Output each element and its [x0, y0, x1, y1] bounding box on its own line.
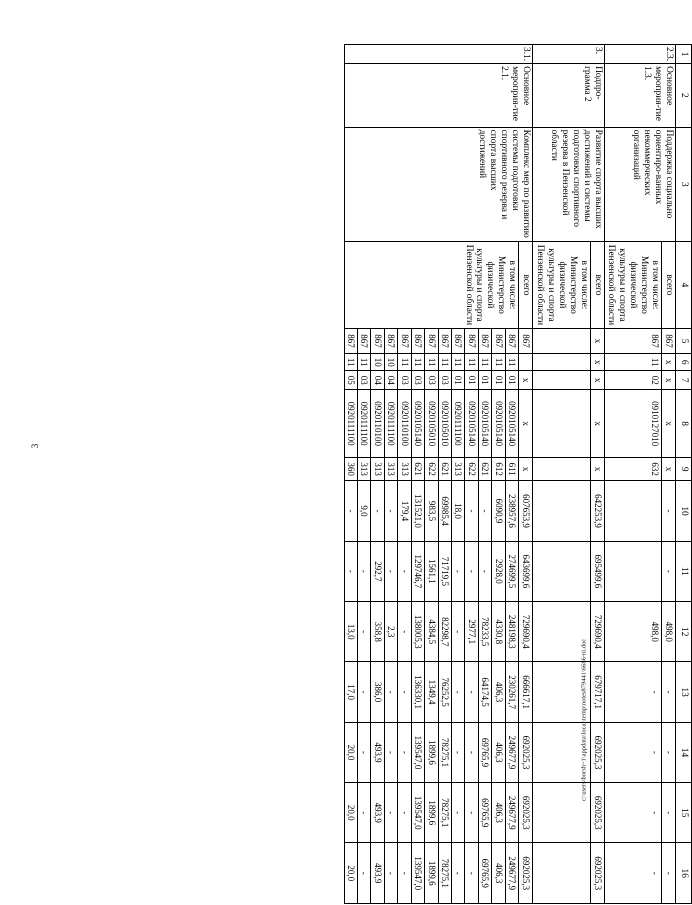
table-cell: 666617,1 — [519, 662, 533, 722]
table-cell — [533, 722, 591, 782]
table-cell: 01 — [465, 371, 478, 390]
table-cell: - — [371, 481, 384, 541]
column-number: 16 — [676, 843, 692, 904]
table-cell: всего — [519, 242, 533, 329]
table-cell: - — [478, 481, 491, 541]
table-cell: - — [384, 843, 397, 904]
table-cell: Комплекс мер по развитию системы подготовки спортивного резерва и спорта высших достижений — [344, 127, 533, 241]
table-cell: 69765,9 — [478, 843, 491, 904]
table-cell: - — [357, 662, 370, 722]
table-cell: 867 — [425, 328, 438, 353]
table-cell: 692025,3 — [519, 722, 533, 782]
table-cell: 493,9 — [371, 843, 384, 904]
table-cell: 78275,1 — [438, 843, 451, 904]
table-cell: 867 — [505, 328, 518, 353]
table-cell: 71719,5 — [438, 541, 451, 601]
budget-table-sheet — [160, 44, 692, 904]
table-cell: 0910127010 — [604, 390, 662, 458]
table-cell: 64174,5 — [478, 662, 491, 722]
table-cell: 867 — [371, 328, 384, 353]
table-cell: 867 — [398, 328, 411, 353]
table-cell: 248198,3 — [505, 602, 518, 662]
table-cell: 0920105010 — [425, 390, 438, 458]
table-cell: - — [357, 541, 370, 601]
column-number: 15 — [676, 783, 692, 843]
table-cell: 867 — [384, 328, 397, 353]
table-cell: 313 — [452, 458, 465, 481]
table-cell: 03 — [357, 371, 370, 390]
table-cell: 622 — [425, 458, 438, 481]
table-cell: 0920105140 — [411, 390, 424, 458]
table-cell: - — [344, 481, 357, 541]
table-cell: 1899,6 — [425, 843, 438, 904]
table-cell: 01 — [478, 371, 491, 390]
table-row — [519, 45, 533, 904]
table-cell: Основное мероприя-тие 2.1. — [344, 64, 533, 128]
table-cell: 139547,0 — [411, 722, 424, 782]
table-cell: - — [662, 783, 676, 843]
table-cell: 983,5 — [425, 481, 438, 541]
table-cell: 386,0 — [371, 662, 384, 722]
table-cell: - — [384, 481, 397, 541]
table-cell: Поддержка социально ориентиро-ванных некоммерческих организаций — [604, 127, 675, 241]
table-cell: - — [398, 783, 411, 843]
table-cell: - — [384, 722, 397, 782]
table-cell: 9,0 — [357, 481, 370, 541]
table-cell — [533, 458, 591, 481]
table-cell: - — [465, 481, 478, 541]
table-cell: 131521,0 — [411, 481, 424, 541]
table-cell: - — [357, 843, 370, 904]
table-cell: 729690,4 — [590, 602, 604, 662]
table-cell: х — [590, 458, 604, 481]
table-cell: 729690,4 — [519, 602, 533, 662]
column-number: 1 — [676, 45, 692, 64]
table-cell: - — [398, 602, 411, 662]
table-cell: 0920111100 — [452, 390, 465, 458]
table-cell: 867 — [452, 328, 465, 353]
column-number: 3 — [676, 127, 692, 241]
table-cell: 10 — [371, 354, 384, 371]
table-cell: 313 — [357, 458, 370, 481]
table-cell: х — [519, 390, 533, 458]
table-cell: 622 — [465, 458, 478, 481]
table-cell: 0920111100 — [357, 390, 370, 458]
table-cell: 04 — [371, 371, 384, 390]
table-cell: 2.3. — [604, 45, 675, 64]
table-cell: 03 — [411, 371, 424, 390]
table-cell: 69985,4 — [438, 481, 451, 541]
table-cell: 03 — [425, 371, 438, 390]
table-cell: 76252,5 — [438, 662, 451, 722]
table-cell: 692025,3 — [519, 783, 533, 843]
table-cell: 313 — [371, 458, 384, 481]
table-cell: 129746,7 — [411, 541, 424, 601]
table-cell: - — [604, 783, 662, 843]
table-cell: - — [384, 783, 397, 843]
table-cell: 493,9 — [371, 722, 384, 782]
table-cell: х — [590, 390, 604, 458]
table-cell: 360 — [344, 458, 357, 481]
table-cell: - — [662, 722, 676, 782]
table-cell: 20,0 — [344, 722, 357, 782]
table-row — [662, 45, 676, 904]
table-cell: 238957,6 — [505, 481, 518, 541]
table-cell: 1899,6 — [425, 783, 438, 843]
table-cell: Развитие спорта высших достижений и системы подготовки спортивного резерва в Пензенской области — [533, 127, 604, 241]
table-cell: 0920105140 — [465, 390, 478, 458]
table-cell: - — [662, 541, 676, 601]
column-number-row — [676, 45, 692, 904]
table-cell: 313 — [398, 458, 411, 481]
table-cell: 0920105140 — [478, 390, 491, 458]
table-cell: 0920105140 — [505, 390, 518, 458]
table-cell: - — [604, 843, 662, 904]
table-cell: - — [604, 662, 662, 722]
table-cell — [604, 481, 662, 541]
table-cell: - — [357, 602, 370, 662]
table-cell: 493,9 — [371, 783, 384, 843]
table-cell: 867 — [438, 328, 451, 353]
table-cell: 867 — [662, 328, 676, 353]
table-cell: 692025,3 — [590, 722, 604, 782]
table-cell: 406,3 — [492, 662, 505, 722]
table-cell: 692025,3 — [590, 843, 604, 904]
table-cell: 69765,9 — [478, 783, 491, 843]
table-cell: - — [398, 541, 411, 601]
table-cell: 695499,6 — [590, 541, 604, 601]
table-cell: 0920105140 — [492, 390, 505, 458]
table-cell: 249677,9 — [505, 722, 518, 782]
table-cell: 3.1. — [344, 45, 533, 64]
table-cell: 692025,3 — [519, 843, 533, 904]
column-number: 7 — [676, 371, 692, 390]
column-number: 13 — [676, 662, 692, 722]
table-cell: 11 — [604, 354, 662, 371]
table-cell: х — [662, 371, 676, 390]
table-cell: всего — [662, 242, 676, 329]
table-cell: 621 — [411, 458, 424, 481]
table-cell: 04 — [384, 371, 397, 390]
table-cell: 292,7 — [371, 541, 384, 601]
table-cell: 621 — [438, 458, 451, 481]
table-cell: - — [604, 722, 662, 782]
table-cell: 11 — [438, 354, 451, 371]
column-number: 2 — [676, 64, 692, 128]
table-cell: 17,0 — [344, 662, 357, 722]
table-cell: 2977,1 — [465, 602, 478, 662]
column-number: 6 — [676, 354, 692, 371]
table-cell — [604, 541, 662, 601]
table-cell: 05 — [344, 371, 357, 390]
table-cell: - — [452, 843, 465, 904]
table-cell: 11 — [411, 354, 424, 371]
table-cell: 69765,9 — [478, 722, 491, 782]
table-cell: 20,0 — [344, 783, 357, 843]
table-cell: - — [465, 662, 478, 722]
table-cell: 612 — [492, 458, 505, 481]
table-cell — [533, 481, 591, 541]
table-cell: - — [357, 783, 370, 843]
table-cell: 313 — [384, 458, 397, 481]
table-cell: 11 — [492, 354, 505, 371]
table-cell: 10 — [384, 354, 397, 371]
table-cell: 1561,1 — [425, 541, 438, 601]
table-cell: в том числе: Министерство физической культуры и спорта Пензенской области — [604, 242, 662, 329]
table-body — [344, 45, 675, 904]
table-cell: 11 — [398, 354, 411, 371]
table-cell: - — [465, 843, 478, 904]
table-cell: 03 — [398, 371, 411, 390]
table-cell: 2,3 — [384, 602, 397, 662]
table-cell: - — [452, 722, 465, 782]
table-cell: 0920110100 — [371, 390, 384, 458]
table-cell: 642253,9 — [590, 481, 604, 541]
table-cell: Основное мероприя-тие 1.3. — [604, 64, 675, 128]
table-cell: - — [398, 662, 411, 722]
table-cell: 867 — [478, 328, 491, 353]
table-cell — [519, 354, 533, 371]
table-cell: 498,0 — [604, 602, 662, 662]
table-cell: - — [452, 602, 465, 662]
column-number: 10 — [676, 481, 692, 541]
table-cell — [533, 354, 591, 371]
column-number: 4 — [676, 242, 692, 329]
table-cell: 1349,4 — [425, 662, 438, 722]
table-cell: 18,0 — [452, 481, 465, 541]
table-cell: 179,4 — [398, 481, 411, 541]
table-cell: всего — [590, 242, 604, 329]
table-cell: 78275,1 — [438, 783, 451, 843]
table-cell: 78275,1 — [438, 722, 451, 782]
table-cell: 0920111100 — [344, 390, 357, 458]
table-cell: 13,0 — [344, 602, 357, 662]
table-cell: - — [452, 783, 465, 843]
table-cell: 11 — [425, 354, 438, 371]
table-row — [590, 45, 604, 904]
table-cell: 406,3 — [492, 843, 505, 904]
table-cell: 139547,0 — [411, 783, 424, 843]
table-cell: х — [662, 458, 676, 481]
table-cell: Подпро-грамма 2 — [533, 64, 604, 128]
table-cell: 78233,5 — [478, 602, 491, 662]
table-cell: 230261,7 — [505, 662, 518, 722]
table-cell: х — [590, 354, 604, 371]
table-cell: 11 — [452, 354, 465, 371]
table-cell: в том числе: Министерство физической культуры и спорта Пензенской области — [344, 242, 519, 329]
table-cell: 406,3 — [492, 722, 505, 782]
table-cell — [533, 602, 591, 662]
table-cell: в том числе: Министерство физической культуры и спорта Пензенской области — [533, 242, 591, 329]
page-number: 3 — [30, 443, 40, 449]
table-cell: 2928,0 — [492, 541, 505, 601]
table-cell: 4330,8 — [492, 602, 505, 662]
table-cell — [533, 783, 591, 843]
table-cell: 867 — [357, 328, 370, 353]
table-cell: 1899,6 — [425, 722, 438, 782]
table-cell: 406,3 — [492, 783, 505, 843]
table-cell: х — [590, 371, 604, 390]
table-cell: - — [478, 541, 491, 601]
table-cell — [533, 541, 591, 601]
table-cell: 82298,7 — [438, 602, 451, 662]
table-cell: 136330,1 — [411, 662, 424, 722]
table-cell: 867 — [492, 328, 505, 353]
table-cell: 4384,5 — [425, 602, 438, 662]
table-cell: - — [452, 541, 465, 601]
table-cell: 274699,5 — [505, 541, 518, 601]
column-number: 5 — [676, 328, 692, 353]
table-cell: 692025,3 — [590, 783, 604, 843]
table-cell: х — [662, 354, 676, 371]
table-cell: х — [519, 371, 533, 390]
table-cell: - — [662, 843, 676, 904]
column-number: 11 — [676, 541, 692, 601]
table-cell: 11 — [344, 354, 357, 371]
table-cell: - — [662, 481, 676, 541]
table-cell: - — [465, 722, 478, 782]
column-number: 8 — [676, 390, 692, 458]
budget-table — [344, 44, 692, 904]
table-cell: 03 — [438, 371, 451, 390]
table-cell: - — [465, 783, 478, 843]
table-cell: 0920110100 — [398, 390, 411, 458]
table-cell: 0920105010 — [438, 390, 451, 458]
table-cell: 611 — [505, 458, 518, 481]
table-cell: - — [398, 843, 411, 904]
column-number: 9 — [676, 458, 692, 481]
table-cell: 138005,3 — [411, 602, 424, 662]
table-cell — [533, 662, 591, 722]
table-cell: 11 — [465, 354, 478, 371]
table-cell: 11 — [505, 354, 518, 371]
table-cell: 867 — [465, 328, 478, 353]
table-cell: 867 — [344, 328, 357, 353]
table-cell: 867 — [604, 328, 662, 353]
table-cell: 498,0 — [662, 602, 676, 662]
table-cell: 20,0 — [344, 843, 357, 904]
table-cell: 867 — [519, 328, 533, 353]
table-cell: 01 — [452, 371, 465, 390]
table-cell — [533, 328, 591, 353]
table-cell: 358,8 — [371, 602, 384, 662]
table-cell: 621 — [478, 458, 491, 481]
table-cell: - — [662, 662, 676, 722]
table-cell: 643699,6 — [519, 541, 533, 601]
table-cell: - — [344, 541, 357, 601]
table-cell: 11 — [478, 354, 491, 371]
table-cell: - — [452, 662, 465, 722]
table-cell: 249677,9 — [505, 783, 518, 843]
table-cell: 679717,1 — [590, 662, 604, 722]
table-cell: 01 — [505, 371, 518, 390]
column-number: 12 — [676, 602, 692, 662]
table-cell: 632 — [604, 458, 662, 481]
table-cell: - — [465, 541, 478, 601]
file-path-footer: c:\users\borsh~1\appdata\local\temp\notes879441\6686-ni.doc — [580, 638, 588, 802]
table-cell: 11 — [357, 354, 370, 371]
table-cell: - — [357, 722, 370, 782]
table-cell: - — [384, 662, 397, 722]
table-cell — [533, 390, 591, 458]
table-cell: х — [590, 328, 604, 353]
table-cell: 02 — [604, 371, 662, 390]
table-cell: 01 — [492, 371, 505, 390]
column-number: 14 — [676, 722, 692, 782]
table-cell — [533, 371, 591, 390]
table-cell: - — [384, 541, 397, 601]
table-cell: х — [662, 390, 676, 458]
table-cell: - — [398, 722, 411, 782]
table-cell: 6090,9 — [492, 481, 505, 541]
table-cell: 249677,9 — [505, 843, 518, 904]
table-cell: 139547,0 — [411, 843, 424, 904]
table-cell — [533, 843, 591, 904]
table-cell: 867 — [411, 328, 424, 353]
table-cell: 0920111100 — [384, 390, 397, 458]
table-cell: х — [519, 458, 533, 481]
table-cell: 3. — [533, 45, 604, 64]
table-cell: 607653,9 — [519, 481, 533, 541]
